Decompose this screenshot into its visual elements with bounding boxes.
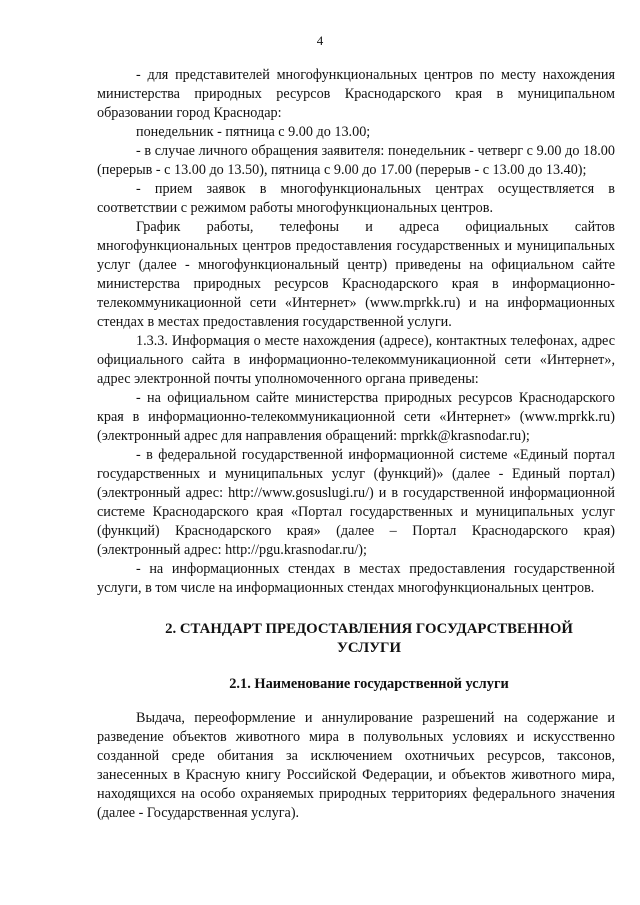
document-body xyxy=(97,66,615,598)
paragraph-info-stands: - на информационных стендах в местах предоставления государственной услуги, в том числе на информационных стендах многофункциональных центров. xyxy=(97,561,615,596)
paragraph-1-3-3: 1.3.3. Информация о месте нахождения (адресе), контактных телефонах, адрес официального сайта в информационно-телекоммуникационной сети «Интернет», адрес электронной почты уполномоченного органа приведены: xyxy=(97,333,615,387)
page-number: 4 xyxy=(316,33,324,48)
paragraph-personal-visit-hours: - в случае личного обращения заявителя: понедельник - четверг с 9.00 до 18.00 (перерыв - с 13.00 до 13.50), пятница с 9.00 до 17.00 (перерыв - с 13.00 до 13.40); xyxy=(97,143,615,178)
paragraph-ministry-website: - на официальном сайте министерства природных ресурсов Краснодарского края в информационно-телекоммуникационной сети «Интернет» (www.mprkk.ru) (электронный адрес для направления обращений: mprkk@krasnodar.ru); xyxy=(97,390,615,444)
service-description xyxy=(97,709,615,823)
section-title-line-2: УСЛУГИ xyxy=(337,640,401,656)
subsection-2-1-title: 2.1. Наименование государственной услуги xyxy=(229,676,509,692)
section-title-line-1: 2. СТАНДАРТ ПРЕДОСТАВЛЕНИЯ ГОСУДАРСТВЕННОЙ xyxy=(165,621,573,637)
paragraph-mfc-schedule: График работы, телефоны и адреса официальных сайтов многофункциональных центров предоставления государственных и муниципальных услуг (далее - многофункциональный центр) приведены на официальном сайте министерства природных ресурсов Краснодарского края в информационно-телекоммуникационной сети «Интернет» (www.mprkk.ru) и на информационных стендах в местах предоставления государственной услуги. xyxy=(97,219,615,330)
paragraph-mfc-hours: понедельник - пятница с 9.00 до 13.00; xyxy=(136,124,371,140)
paragraph-applications-mfc: - прием заявок в многофункциональных центрах осуществляется в соответствии с режимом работы многофункциональных центров. xyxy=(97,181,615,216)
section-2-title xyxy=(97,620,640,658)
paragraph-mfc-location: - для представителей многофункциональных центров по месту нахождения министерства природных ресурсов Краснодарского края в муниципальном образовании город Краснодар: xyxy=(97,67,615,121)
service-description-text: Выдача, переоформление и аннулирование разрешений на содержание и разведение объектов животного мира в полувольных условиях и искусственно созданной среде обитания за исключением охотничьих ресурсов, таксонов, занесенных в Красную книгу Российской Федерации, и объектов животного мира, находящихся на особо охраняемых природных территориях федерального значения (далее - Государственная услуга). xyxy=(97,710,615,821)
paragraph-unified-portal: - в федеральной государственной информационной системе «Единый портал государственных и муниципальных услуг (функций)» (далее - Единый портал) (электронный адрес: http://www.gosuslugi.ru/) и в государственной информационной системе Краснодарского края «Портал государственных и муниципальных услуг (функций) Краснодарского края» (далее – Портал Краснодарского края) (электронный адрес: http://pgu.krasnodar.ru/); xyxy=(97,447,615,558)
